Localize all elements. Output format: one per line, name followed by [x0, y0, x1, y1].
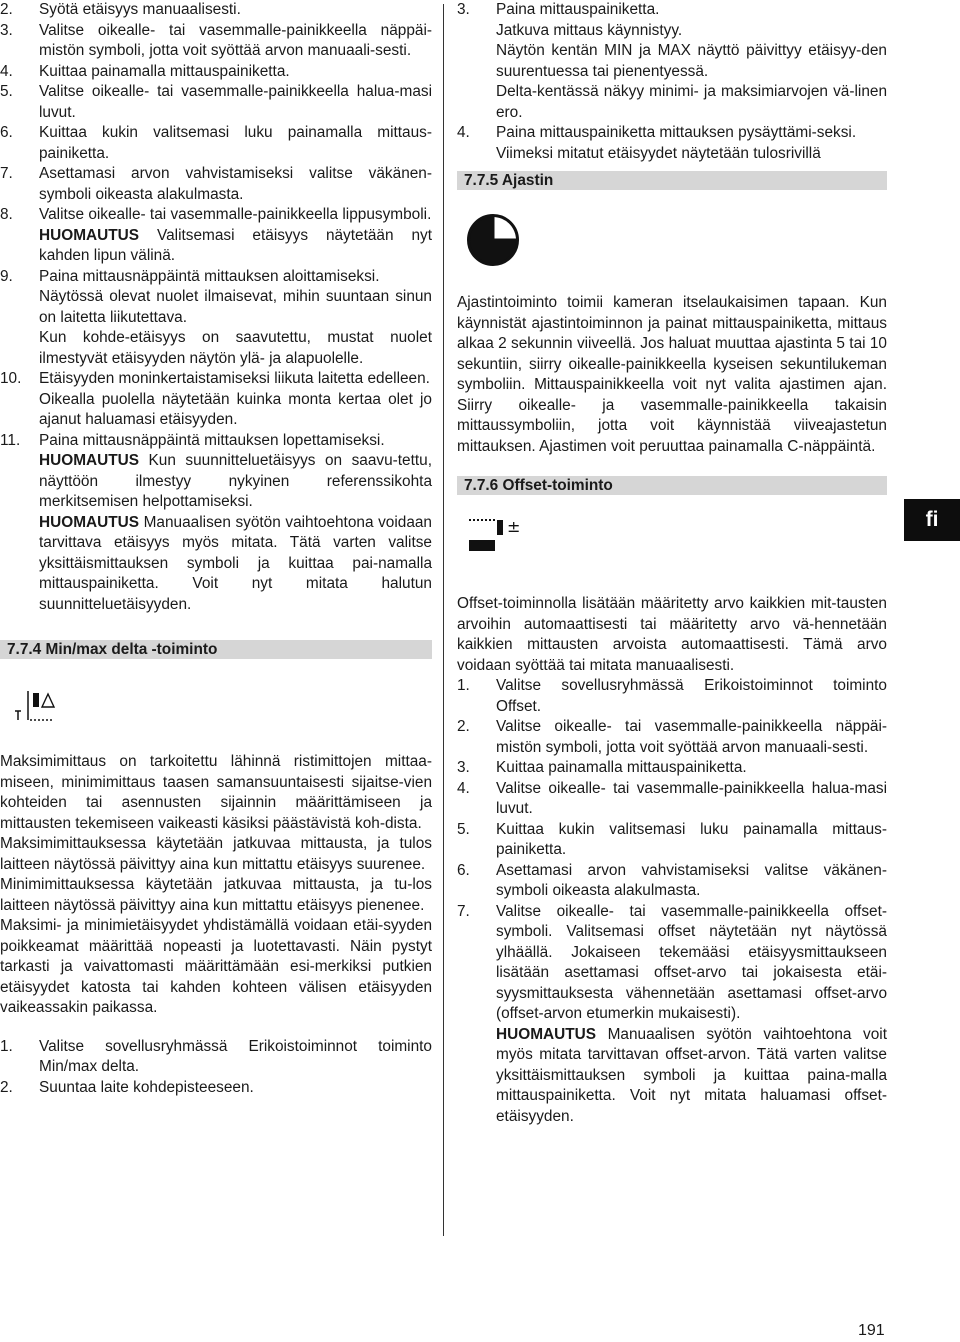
min-max-delta-icon: [10, 687, 74, 737]
note-paragraph: [0, 513, 432, 616]
item-number: 11.: [0, 431, 21, 449]
item-text: Paina mittausnäppäintä mittauksen aloittamiseksi.: [39, 267, 380, 285]
note-text: Kun suunnitteluetäisyys on saavu-tettu, näyttöön ilmestyy nykyinen referenssikohta merkitsemisen helpottamiseksi.: [39, 452, 432, 510]
page-number: 191: [858, 1322, 885, 1339]
note-paragraph: [0, 451, 432, 513]
list-item: [0, 431, 432, 452]
item-text: Valitse oikealle- tai vasemmalle-painikkeella offset-symboli. Valitsemasi offset näytetään nyt näytössä ylhäällä. Jokaiseen tekemääsi etäisyysmittaukseen lisätään asettamasi offset-arvo tai jokaisesta etäi-syysmittauksesta vähennetään asettamasi offset-arvo (offset-arvon etumerkin mukaisesti).: [496, 902, 887, 1022]
paragraph: Offset-toiminnolla lisätään määritetty arvo kaikkien mit-tausten arvoihin automaattisesti tai määritetty arvo vä-hennetään kaikkien mittausten arvoista automaattisesti. Tämä arvo voidaan syöttää tai mitata manuaalisesti.: [457, 595, 887, 674]
list-item: [0, 267, 432, 288]
list-item: [0, 0, 432, 21]
item-subtext: Kun kohde-etäisyys on saavutettu, mustat nuolet ilmestyvät etäisyyden näytön ylä- ja alapuolelle.: [39, 329, 432, 367]
note-label: HUOMAUTUS: [39, 452, 140, 469]
list-item: [0, 62, 432, 83]
item-number: 4.: [0, 62, 13, 80]
list-item: [457, 123, 887, 144]
item-text: Kuittaa painamalla mittauspainiketta.: [496, 759, 747, 776]
timer-icon-box: [457, 190, 887, 293]
item-number: 2.: [0, 1078, 13, 1096]
list-item: [0, 21, 432, 62]
item-text: Valitse oikealle- tai vasemmalle-painikkeella halua-masi luvut.: [39, 83, 432, 121]
paragraph: Maksimi- ja minimietäisyydet yhdistämällä voidaan etäi-syyden poikkeamat määrittää nopeasti ja luotettavasti. Näin pystyt tarkasti ja vaivattomasti määrittämään esi-merkiksi putkien etäisyydet katosta tai kahden kohteen välisen etäisyyden vaikeassakin paikassa.: [0, 917, 432, 1016]
offset-icon-box: [457, 495, 887, 594]
item-number: 2.: [457, 718, 470, 735]
item-text: Valitse oikealle- tai vasemmalle-painikkeella halua-masi luvut.: [496, 779, 887, 817]
min-max-delta-icon-box: [0, 659, 432, 752]
note-text: Valitsemasi etäisyys näytetään nyt kahden lipun välinä.: [39, 226, 432, 264]
note-label: HUOMAUTUS: [39, 226, 140, 244]
item-number: 1.: [457, 677, 470, 694]
paragraph: Maksimimittaus on tarkoitettu lähinnä ristimittojen mittaa-miseen, minimimittaus taasen samansuuntaisesti sijaitse-vien kohteiden tai asennusten sijainnin määrittämiseen ja mittausten tekemiseen vaikeasti käsiksi päästävistä koh-dista.: [0, 753, 432, 832]
note-label: HUOMAUTUS: [496, 1025, 597, 1043]
right-column: [457, 0, 887, 1127]
list-item: [457, 902, 887, 1025]
item-text: Valitse sovellusryhmässä Erikoistoiminnot toiminto Offset.: [496, 677, 887, 715]
item-text: Suuntaa laite kohdepisteeseen.: [39, 1078, 254, 1096]
item-subtext: Näytön kentän MIN ja MAX näyttö päivittyy etäisyy-den suurentuessa tai pienentyessä.: [496, 42, 887, 80]
note-label: HUOMAUTUS: [39, 513, 140, 531]
item-number: 4.: [457, 779, 470, 797]
section-heading: 7.7.4 Min/max delta -toiminto: [0, 640, 432, 659]
list-item: [457, 861, 887, 902]
section-heading: 7.7.5 Ajastin: [457, 171, 887, 190]
item-number: 5.: [457, 820, 470, 838]
list-item: [0, 164, 432, 205]
item-number: 7.: [0, 165, 13, 182]
note-text: Manuaalisen syötön vaihtoehtona voit myös mitata tarvittavan offset-arvon. Tätä varten valitse yksittäismittauksen symboli ja kuittaa paina-malla mittauspainiketta. Voit nyt mitata haluamasi offset-etäisyyden.: [496, 1025, 887, 1125]
note-text: Manuaalisen syötön vaihtoehtona voidaan tarvittava etäisyys myös mitata. Tätä varten valitse yksittäismittauksen symboli ja kuittaa pai-namalla mittauspainiketta. Voit nyt mitata halutun suunnitteluetäisyyden.: [39, 513, 432, 613]
item-text: Valitse sovellusryhmässä Erikoistoiminnot toiminto Min/max delta.: [39, 1037, 432, 1075]
item-text: Valitse oikealle- tai vasemmalle-painikkeella näppäi-mistön symboli, jotta voit syöttää arvon manuaali-sesti.: [39, 21, 432, 59]
list-item: [0, 1037, 432, 1078]
list-item: [457, 717, 887, 758]
item-number: 2.: [0, 1, 13, 18]
list-item: [457, 820, 887, 861]
list-item: [457, 758, 887, 779]
offset-icon: [465, 513, 535, 563]
item-subtext: Delta-kentässä näkyy minimi- ja maksimiarvojen vä-linen ero.: [496, 83, 887, 121]
svg-text:±: ±: [507, 517, 521, 536]
item-text: Paina mittauspainiketta mittauksen pysäyttämi-seksi.: [496, 124, 857, 141]
item-number: 6.: [457, 861, 470, 879]
list-item: [0, 205, 432, 226]
list-item: [457, 779, 887, 820]
list-item: [457, 676, 887, 717]
item-number: 10.: [0, 370, 22, 387]
timer-icon: [466, 213, 520, 267]
item-number: 1.: [0, 1037, 13, 1055]
list-item: [0, 82, 432, 123]
language-tab: fi: [904, 499, 960, 541]
item-text: Syötä etäisyys manuaalisesti.: [39, 1, 241, 18]
item-text: Etäisyyden moninkertaistamiseksi liikuta laitetta edelleen.: [39, 370, 430, 387]
list-item: [457, 0, 887, 21]
item-number: 8.: [0, 206, 13, 223]
item-number: 3.: [0, 21, 13, 39]
note-paragraph: [457, 1025, 887, 1128]
paragraph: Maksimimittauksessa käytetään jatkuvaa mittausta, ja tulos laitteen näytössä päivittyy aina kun mittattu etäisyys suurenee.: [0, 835, 432, 873]
item-number: 5.: [0, 83, 13, 100]
item-text: Asettamasi arvon vahvistamiseksi valitse väkänen-symboli oikeasta alakulmasta.: [496, 861, 887, 899]
section-heading: 7.7.6 Offset-toiminto: [457, 476, 887, 495]
note-paragraph: [0, 226, 432, 267]
item-subtext: Oikealla puolella näytetään kuinka monta kertaa olet jo ajanut haluamasi etäisyyden.: [39, 390, 432, 428]
item-number: 6.: [0, 124, 13, 141]
item-text: Asettamasi arvon vahvistamiseksi valitse väkänen-symboli oikeasta alakulmasta.: [39, 165, 432, 203]
list-item: [0, 123, 432, 164]
item-subtext: Näytössä olevat nuolet ilmaisevat, mihin suuntaan sinun on laitetta liikutettava.: [39, 288, 432, 326]
item-number: 9.: [0, 267, 13, 285]
left-column: [0, 0, 432, 1098]
item-subtext: Jatkuva mittaus käynnistyy.: [496, 21, 683, 39]
column-divider: [443, 4, 444, 1236]
list-item: [0, 1078, 432, 1099]
item-text: Kuittaa kukin valitsemasi luku painamalla mittaus-painiketta.: [496, 820, 887, 858]
item-number: 4.: [457, 124, 470, 141]
paragraph: Minimimittauksessa käytetään jatkuvaa mittausta, ja tu-los laitteen näytössä päivittyy aina kun mittattu etäisyys pienenee.: [0, 876, 432, 914]
item-text: Valitse oikealle- tai vasemmalle-painikkeella näppäi-mistön symboli, jotta voit syöttää arvon manuaali-sesti.: [496, 718, 887, 756]
item-text: Kuittaa painamalla mittauspainiketta.: [39, 62, 290, 80]
item-text: Paina mittausnäppäintä mittauksen lopettamiseksi.: [39, 431, 385, 449]
item-subtext: Viimeksi mitatut etäisyydet näytetään tulosrivillä: [496, 144, 821, 162]
item-number: 3.: [457, 1, 470, 18]
paragraph: Ajastintoiminto toimii kameran itselaukaisimen tapaan. Kun käynnistät ajastintoiminnon ja painat mittauspainiketta, mittaus alkaa 2 sekunnin viiveellä. Jos haluat muuttaa ajastinta 5 tai 10 sekuntiin, siirry oikealle-painikkeella kyseisen sekuntilukeman symboliin. Mittauspainikkeella voit nyt valita ajastimen ajan. Siirry oikealle- ja vasemmalle-painikkeella takaisin mittaussymboliin, jotta voit käynnistää viiveajastetun mittauksen. Ajastimen voit peruuttaa painamalla C-näppäintä.: [457, 294, 887, 455]
item-number: 7.: [457, 902, 470, 920]
item-text: Kuittaa kukin valitsemasi luku painamalla mittaus-painiketta.: [39, 124, 432, 162]
list-item: [0, 369, 432, 390]
item-text: Valitse oikealle- tai vasemmalle-painikkeella lippusymboli.: [39, 206, 432, 223]
item-text: Paina mittauspainiketta.: [496, 1, 660, 18]
item-number: 3.: [457, 759, 470, 776]
